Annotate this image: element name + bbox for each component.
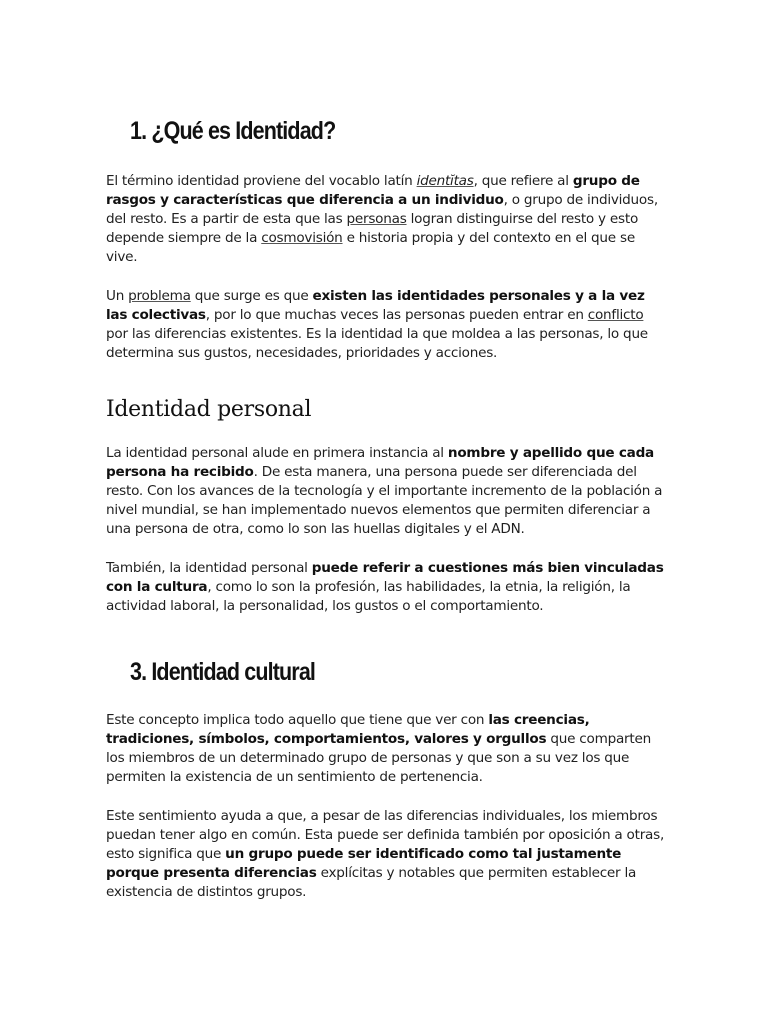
bold-text: puede referir a cuestiones más bien vinculadas con la cultura [106, 560, 664, 595]
paragraph: Este sentimiento ayuda a que, a pesar de las diferencias individuales, los miembros puedan tener algo en común. Esta puede ser definida también por oposición a otras, esto significa que un grupo puede ser identificado como tal justamente porque presenta diferencias explícitas y notables que permiten establecer la existencia de distintos grupos. [106, 808, 665, 900]
linked-term: problema [128, 288, 191, 304]
heading-identidad-personal: Identidad personal [106, 397, 312, 422]
bold-text: existen las identidades personales y a la vez las colectivas [106, 288, 645, 323]
section-identidad-cultural [106, 711, 666, 902]
bold-text: nombre y apellido que cada persona ha recibido [106, 445, 654, 480]
bold-text: un grupo puede ser identificado como tal justamente porque presenta diferencias [106, 846, 622, 881]
paragraph: Un problema que surge es que existen las identidades personales y a la vez las colectivas, por lo que muchas veces las personas pueden entrar en conflicto por las diferencias existentes. Es la identidad la que moldea a las personas, lo que determina sus gustos, necesidades, prioridades y acciones. [106, 288, 648, 361]
paragraph: Este concepto implica todo aquello que tiene que ver con las creencias, tradiciones, símbolos, comportamientos, valores y orgullos que comparten los miembros de un determinado grupo de personas y que son a su vez los que permiten la existencia de un sentimiento de pertenencia. [106, 712, 651, 785]
linked-term: identĭtas [416, 173, 474, 189]
bold-text: grupo de rasgos y características que diferencia a un individuo [106, 173, 640, 208]
heading-identidad-cultural: 3. Identidad cultural [130, 658, 316, 686]
linked-term: conflicto [587, 307, 644, 323]
bold-text: las creencias, tradiciones, símbolos, comportamientos, valores y orgullos [106, 712, 590, 747]
linked-term: personas [346, 211, 407, 227]
section-que-es-identidad [106, 172, 666, 363]
paragraph: También, la identidad personal puede referir a cuestiones más bien vinculadas con la cultura, como lo son la profesión, las habilidades, la etnia, la religión, la actividad laboral, la personalidad, los gustos o el comportamiento. [106, 560, 664, 614]
paragraph: El término identidad proviene del vocablo latín identĭtas, que refiere al grupo de rasgos y características que diferencia a un individuo, o grupo de individuos, del resto. Es a partir de esta que las personas logran distinguirse del resto y esto depende siempre de la cosmovisión e historia propia y del contexto en el que se vive. [106, 173, 658, 265]
linked-term: cosmovisión [261, 230, 343, 246]
section-identidad-personal [106, 444, 666, 616]
heading-que-es-identidad: 1. ¿Qué es Identidad? [130, 117, 336, 145]
paragraph: La identidad personal alude en primera instancia al nombre y apellido que cada persona ha recibido. De esta manera, una persona puede ser diferenciada del resto. Con los avances de la tecnología y el importante incremento de la población a nivel mundial, se han implementado nuevos elementos que permiten diferenciar a una persona de otra, como lo son las huellas digitales y el ADN. [106, 445, 663, 537]
